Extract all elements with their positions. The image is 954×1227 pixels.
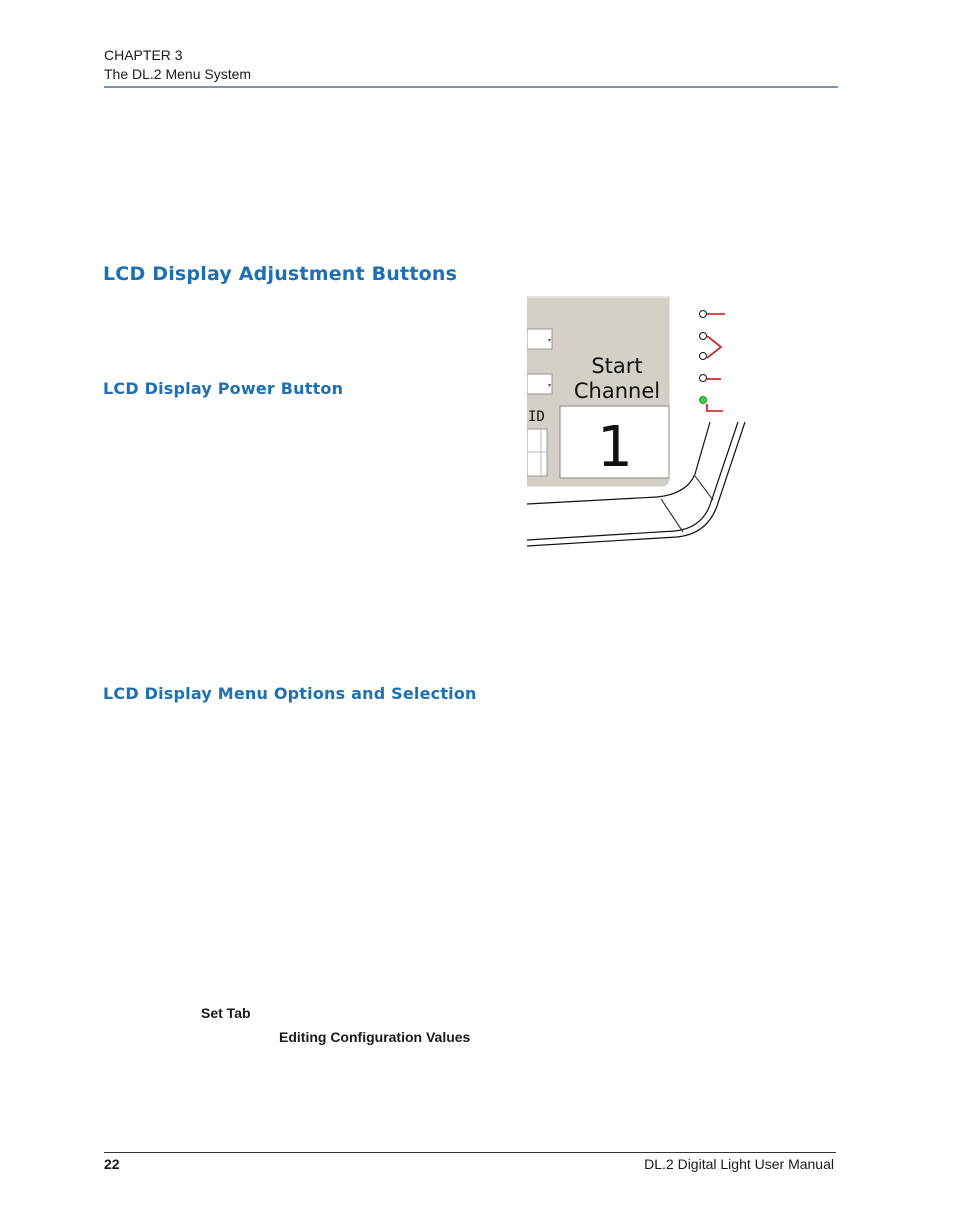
bezel-corner-1 xyxy=(661,499,683,532)
heading-menu-options: LCD Display Menu Options and Selection xyxy=(103,684,477,703)
header-rule xyxy=(104,86,838,88)
led-4 xyxy=(700,375,707,382)
led-2 xyxy=(700,333,707,340)
page-number: 22 xyxy=(104,1156,120,1172)
start-channel-value: 1 xyxy=(597,415,633,480)
svg-text:▾: ▾ xyxy=(548,382,552,389)
editing-config-label: Editing Configuration Values xyxy=(279,1029,471,1045)
led-power-on xyxy=(700,397,707,404)
footer-rule xyxy=(104,1152,836,1153)
chapter-label: CHAPTER 3 xyxy=(104,47,183,63)
document-title: DL.2 Digital Light User Manual xyxy=(644,1156,834,1172)
led-3 xyxy=(700,353,707,360)
section-label: The DL.2 Menu System xyxy=(104,66,252,82)
channel-label: Channel xyxy=(573,379,661,403)
heading-power-button: LCD Display Power Button xyxy=(103,379,344,398)
field-label-id: ID xyxy=(528,409,545,425)
set-tab-label: Set Tab xyxy=(201,1005,251,1021)
bezel-corner-2 xyxy=(695,476,713,500)
svg-text:▾: ▾ xyxy=(548,337,552,344)
callout-line-4 xyxy=(707,404,723,411)
led-1 xyxy=(700,311,707,318)
start-label: Start xyxy=(591,354,643,378)
callout-line-2 xyxy=(707,336,721,358)
heading-adjustment-buttons: LCD Display Adjustment Buttons xyxy=(103,263,458,285)
lcd-display-figure xyxy=(527,296,827,548)
lcd-display-illustration xyxy=(527,296,827,548)
